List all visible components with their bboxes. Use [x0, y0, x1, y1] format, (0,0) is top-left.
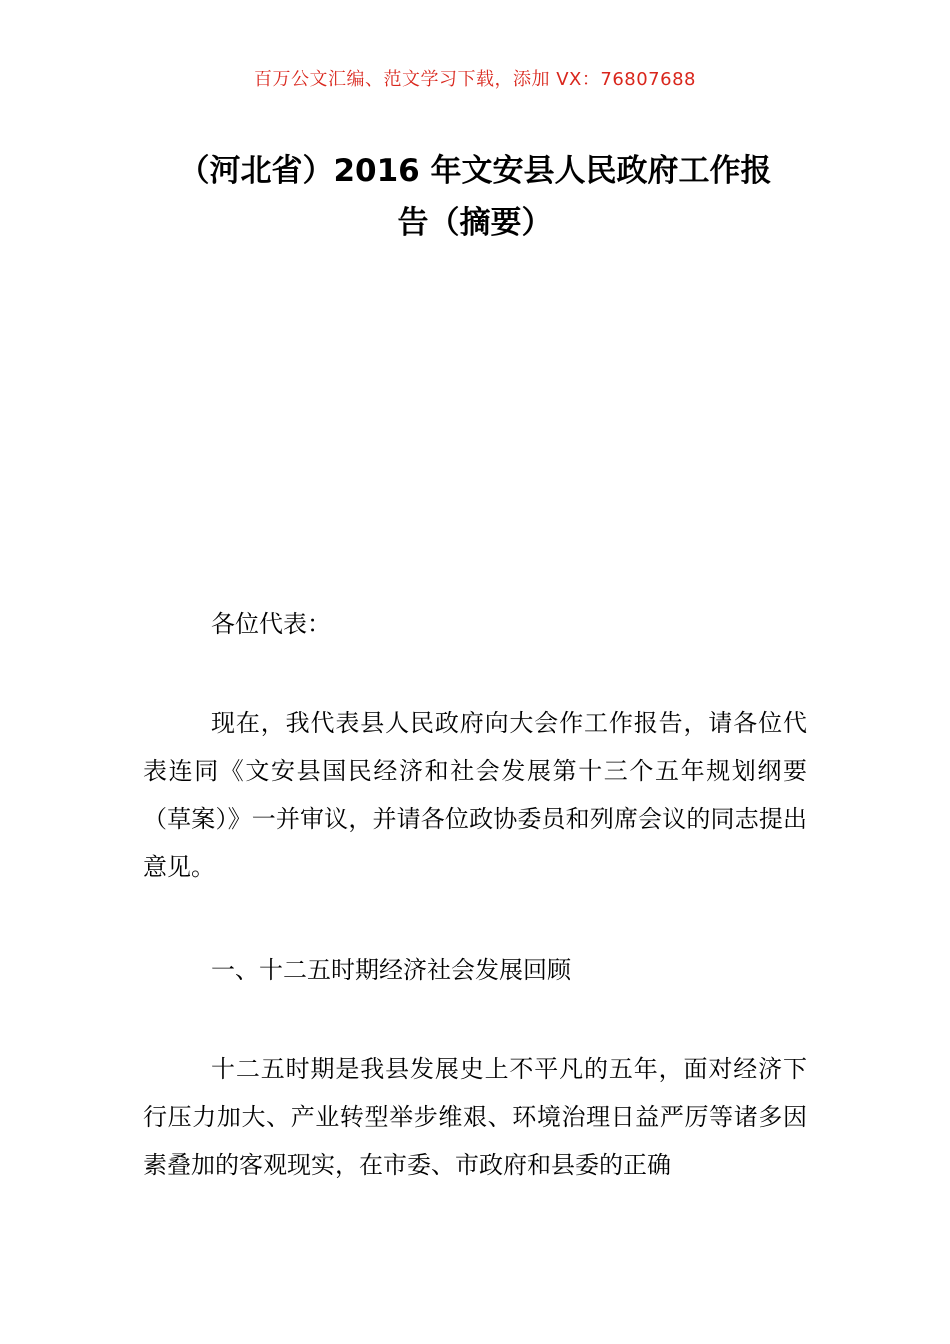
paragraph-intro: 现在，我代表县人民政府向大会作工作报告，请各位代表连同《文安县国民经济和社会发展第十三个五年规划纲要（草案）》一并审议，并请各位政协委员和列席会议的同志提出意见。 — [143, 709, 807, 881]
section-heading: 一、十二五时期经济社会发展回顾 — [211, 956, 571, 984]
document-title — [140, 145, 810, 249]
header-watermark-note: 百万公文汇编、范文学习下载，添加 VX：76807688 — [254, 69, 696, 90]
paragraph-review: 十二五时期是我县发展史上不平凡的五年，面对经济下行压力加大、产业转型举步维艰、环境治理日益严厉等诸多因素叠加的客观现实，在市委、市政府和县委的正确 — [143, 1055, 807, 1179]
title-line-2: 告（摘要） — [397, 205, 553, 241]
salutation: 各位代表： — [211, 610, 331, 638]
title-line-1: （河北省）2016 年文安县人民政府工作报 — [178, 153, 772, 189]
